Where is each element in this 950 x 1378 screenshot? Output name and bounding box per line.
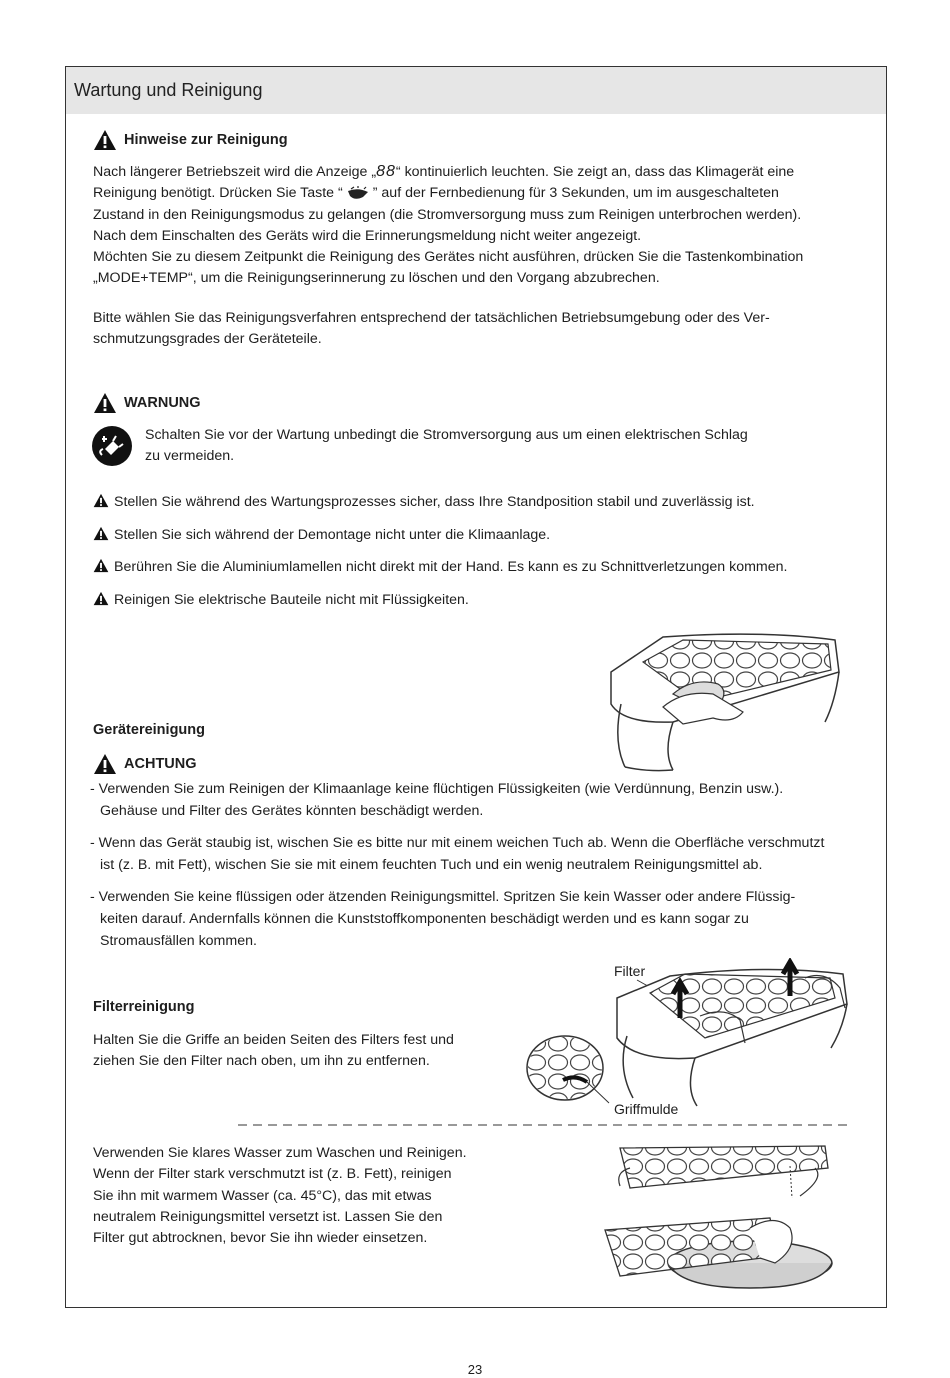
warning-triangle-icon	[93, 129, 117, 151]
waschen-text: Verwenden Sie klares Wasser zum Waschen und Reinigen. Wenn der Filter stark verschmutzt ist (z. B. Fett), reinigen Sie ihn mit warmem Wasser (ca. 45°C), das mit etwas neutralem Reinigungsmittel versetzt ist. Lassen Sie den Filter gut abtrocknen, bevor Sie ihn wieder einsetzen.	[93, 1145, 467, 1247]
power-plug-icon	[91, 425, 133, 467]
warnung-bullet: Berühren Sie die Aluminiumlamellen nicht direkt mit der Hand. Es kann es zu Schnittverletzungen kommen.	[93, 556, 787, 578]
achtung-item: - Verwenden Sie zum Reinigen der Klimaanlage keine flüchtigen Flüssigkeiten (wie Verdünnung, Benzin usw.). Gehäuse und Filter des Gerätes könnten beschädigt werden.	[90, 781, 784, 819]
warning-triangle-icon	[93, 753, 117, 775]
hinweise-heading: Hinweise zur Reinigung	[93, 129, 288, 151]
dashed-divider	[238, 1122, 850, 1128]
hinweise-paragraph-1: Nach längerer Betriebszeit wird die Anzeige „88“ kontinuierlich leuchten. Sie zeigt an, dass das Klimagerät eine Reinigung benötigt. Drücken Sie Taste “ ” auf der Fernbedienung für 3 Sekunden, um im ausgeschalteten Zustand in den Reinigungsmodus zu gelangen (die Stromversorgung muss zum Reinigen unterbrochen werden). Nach dem Einschalten des Geräts wird die Erinnerungsmeldung nicht weiter angezeigt. Möchten Sie zu diesem Zeitpunkt die Reinigung des Gerätes nicht ausführen, drücken Sie die Tastenkombination „MODE+TEMP“, um die Reinigungserinnerung zu löschen und den Vorgang abzubrechen.	[93, 163, 804, 287]
figure-label-griffmulde: Griffmulde	[614, 1101, 679, 1117]
section-title: Wartung und Reinigung	[74, 80, 263, 100]
unit-wiping-illustration	[603, 632, 843, 772]
filterreinigung-text: Halten Sie die Griffe an beiden Seiten des Filters fest und ziehen Sie den Filter nach oben, um ihn zu entfernen.	[93, 1032, 454, 1070]
warnung-heading: WARNUNG	[93, 392, 201, 414]
hinweise-paragraph-2: Bitte wählen Sie das Reinigungsverfahren entsprechend der tatsächlichen Betriebsumgebung oder des Ver- schmutzungsgrades der Geräteteile.	[93, 310, 770, 348]
warning-triangle-icon	[93, 392, 117, 414]
achtung-item: - Wenn das Gerät staubig ist, wischen Sie es bitte nur mit einem weichen Tuch ab. Wenn die Oberfläche verschmutzt ist (z. B. mit Fett), wischen Sie sie mit einem feuchten Tuch und ein wenig neutralem Reinigungsmittel ab.	[90, 835, 825, 873]
filterreinigung-heading: Filterreinigung	[93, 999, 195, 1015]
geraetereinigung-heading: Gerätereinigung	[93, 722, 205, 738]
warning-triangle-icon	[93, 526, 109, 541]
warning-triangle-icon	[93, 558, 109, 573]
display-88: 88	[376, 163, 396, 180]
warning-triangle-icon	[93, 493, 109, 508]
filter-washing-illustration	[600, 1138, 840, 1293]
warning-triangle-icon	[93, 591, 109, 606]
figure-label-filter: Filter	[614, 963, 646, 979]
warnung-bullet: Stellen Sie sich während der Demontage nicht unter die Klimaanlage.	[93, 524, 550, 546]
warnung-bullet: Stellen Sie während des Wartungsprozesses sicher, dass Ihre Standposition stabil und zuverlässig ist.	[93, 491, 755, 513]
page-number: 23	[467, 1362, 483, 1377]
achtung-item: - Verwenden Sie keine flüssigen oder ätzenden Reinigungsmittel. Spritzen Sie kein Wasser oder andere Flüssig- keiten darauf. Andernfalls können die Kunststoffkomponenten beschädigt werden und es kann sogar zu Stromausfällen kommen.	[90, 889, 796, 949]
warnung-power-text: Schalten Sie vor der Wartung unbedingt die Stromversorgung aus um einen elektrischen Schlag zu vermeiden.	[145, 427, 748, 465]
section-header	[66, 67, 886, 114]
clean-key-icon	[345, 186, 371, 202]
filter-removal-illustration	[525, 958, 855, 1108]
achtung-heading: ACHTUNG	[93, 753, 197, 775]
warnung-bullet: Reinigen Sie elektrische Bauteile nicht mit Flüssigkeiten.	[93, 589, 469, 611]
